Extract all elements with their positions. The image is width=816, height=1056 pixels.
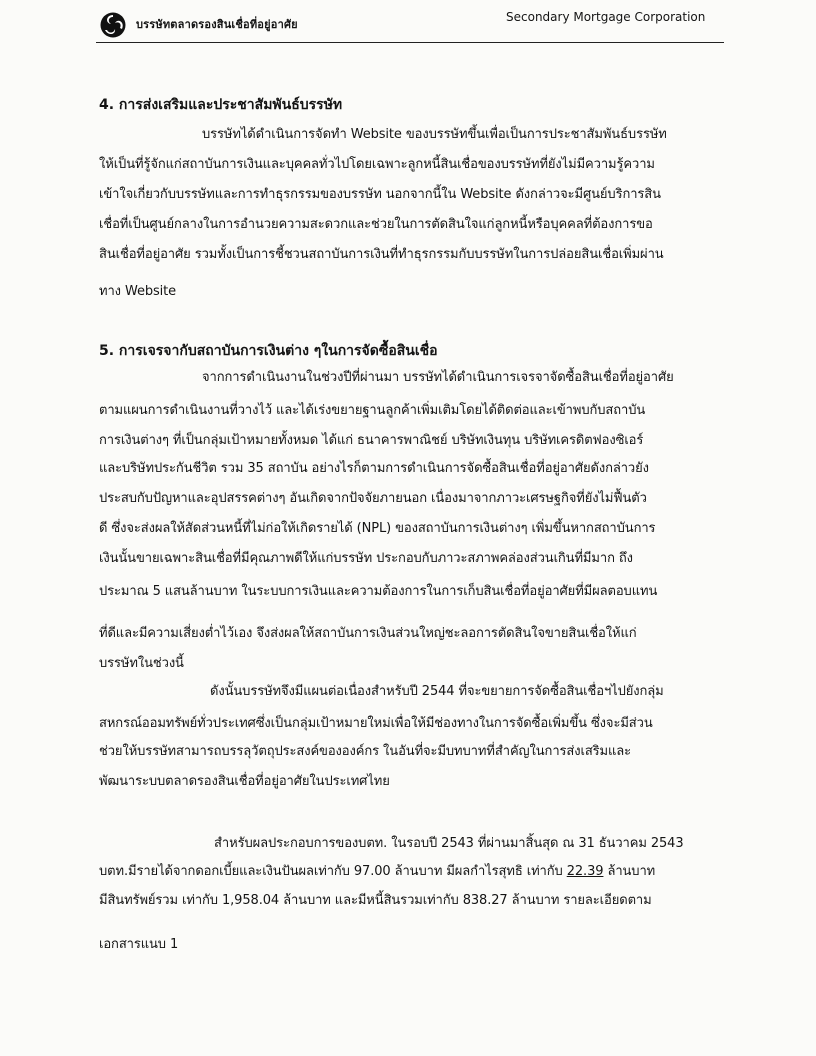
- section-4-line: ให้เป็นที่รู้จักแก่สถาบันการเงินและบุคคลทั่วไปโดยเฉพาะลูกหนี้สินเชื่อของบรรษัทที่ยังไม่มีความรู้ความ: [99, 157, 655, 172]
- section-5-line: บรรษัทในช่วงนี้: [99, 656, 184, 671]
- section-5-line: ประมาณ 5 แสนล้านบาท ในระบบการเงินและความต้องการในการเก็บสินเชื่อที่อยู่อาศัยที่มีผลตอบแทน: [99, 584, 658, 599]
- section-5-plan-line: ดังนั้นบรรษัทจึงมีแผนต่อเนื่องสำหรับปี 2544 ที่จะขยายการจัดซื้อสินเชื่อฯไปยังกลุ่ม: [210, 684, 664, 699]
- section-5-line: และบริษัทประกันชีวิต รวม 35 สถาบัน อย่างไรก็ตามการดำเนินการจัดซื้อสินเชื่อที่อยู่อาศัยดังกล่าวยัง: [99, 461, 649, 476]
- summary-revenue-text: บตท.มีรายได้จากดอกเบี้ยและเงินปันผลเท่ากับ 97.00 ล้านบาท มีผลกำไรสุทธิ เท่ากับ: [99, 864, 567, 879]
- summary-line: [99, 860, 655, 881]
- summary-line: มีสินทรัพย์รวม เท่ากับ 1,958.04 ล้านบาท และมีหนี้สินรวมเท่ากับ 838.27 ล้านบาท รายละเอียดตาม: [99, 893, 652, 908]
- section-5-title: 5. การเจรจากับสถาบันการเงินต่าง ๆในการจัดซื้อสินเชื่อ: [99, 343, 438, 359]
- section-5-line: ดี ซึ่งจะส่งผลให้สัดส่วนหนี้ที่ไม่ก่อให้เกิดรายได้ (NPL) ของสถาบันการเงินต่างๆ เพิ่มขึ้นหากสถาบันการ: [99, 521, 656, 536]
- section-5-line: เงินนั้นขายเฉพาะสินเชื่อที่มีคุณภาพดีให้แก่บรรษัท ประกอบกับภาวะสภาพคล่องส่วนเกินที่มีมาก ถึง: [99, 551, 633, 566]
- section-4-title: 4. การส่งเสริมและประชาสัมพันธ์บรรษัท: [99, 97, 343, 113]
- smc-logo-icon: [100, 12, 126, 38]
- section-4-line: บรรษัทได้ดำเนินการจัดทำ Website ของบรรษัทขึ้นเพื่อเป็นการประชาสัมพันธ์บรรษัท: [202, 127, 667, 142]
- net-profit-value: 22.39: [566, 864, 604, 879]
- summary-unit-text: ล้านบาท: [603, 864, 656, 879]
- summary-line: เอกสารแนบ 1: [99, 937, 179, 952]
- section-4-line: สินเชื่อที่อยู่อาศัย รวมทั้งเป็นการชี้ชวนสถาบันการเงินที่ทำธุรกรรมกับบรรษัทในการปล่อยสินเชื่อเพิ่มผ่าน: [99, 247, 664, 262]
- section-4-line: เชื่อที่เป็นศูนย์กลางในการอำนวยความสะดวกและช่วยในการตัดสินใจแก่ลูกหนี้หรือบุคคลที่ต้องการขอ: [99, 217, 653, 232]
- section-4-line: เข้าใจเกี่ยวกับบรรษัทและการทำธุรกรรมของบรรษัท นอกจากนี้ใน Website ดังกล่าวจะมีศูนย์บริการสิน: [99, 187, 661, 202]
- section-5-plan-line: ช่วยให้บรรษัทสามารถบรรลุวัตถุประสงค์ขององค์กร ในอันที่จะมีบทบาทที่สำคัญในการส่งเสริมและ: [99, 744, 632, 759]
- org-name-thai: บรรษัทตลาดรองสินเชื่อที่อยู่อาศัย: [136, 18, 298, 31]
- section-5-line: ที่ดีและมีความเสี่ยงต่ำไว้เอง จึงส่งผลให้สถาบันการเงินส่วนใหญ่ชะลอการตัดสินใจขายสินเชื่อให้แก่: [99, 626, 637, 641]
- org-name-english: Secondary Mortgage Corporation: [506, 10, 706, 24]
- page-header: [96, 8, 724, 44]
- summary-line: สำหรับผลประกอบการของบตท. ในรอบปี 2543 ที่ผ่านมาสิ้นสุด ณ 31 ธันวาคม 2543: [214, 836, 684, 851]
- section-5-line: ตามแผนการดำเนินงานที่วางไว้ และได้เร่งขยายฐานลูกค้าเพิ่มเติมโดยได้ติดต่อและเข้าพบกับสถาบัน: [99, 403, 646, 418]
- section-5-plan-line: พัฒนาระบบตลาดรองสินเชื่อที่อยู่อาศัยในประเทศไทย: [99, 774, 390, 789]
- section-5-line: การเงินต่างๆ ที่เป็นกลุ่มเป้าหมายทั้งหมด ได้แก่ ธนาคารพาณิชย์ บริษัทเงินทุน บริษัทเครดิตฟองซิเอร์: [99, 433, 644, 448]
- header-rule: [96, 42, 724, 43]
- section-5-line: ประสบกับปัญหาและอุปสรรคต่างๆ อันเกิดจากปัจจัยภายนอก เนื่องมาจากภาวะเศรษฐกิจที่ยังไม่ฟื้นตัว: [99, 491, 647, 506]
- section-5-plan-line: สหกรณ์ออมทรัพย์ทั่วประเทศซึ่งเป็นกลุ่มเป้าหมายใหม่เพื่อให้มีช่องทางในการจัดซื้อเพิ่มขึ้น ซึ่งจะมีส่วน: [99, 716, 653, 731]
- section-5-line: จากการดำเนินงานในช่วงปีที่ผ่านมา บรรษัทได้ดำเนินการเจรจาจัดซื้อสินเชื่อที่อยู่อาศัย: [202, 370, 674, 385]
- section-4-line: ทาง Website: [99, 284, 177, 299]
